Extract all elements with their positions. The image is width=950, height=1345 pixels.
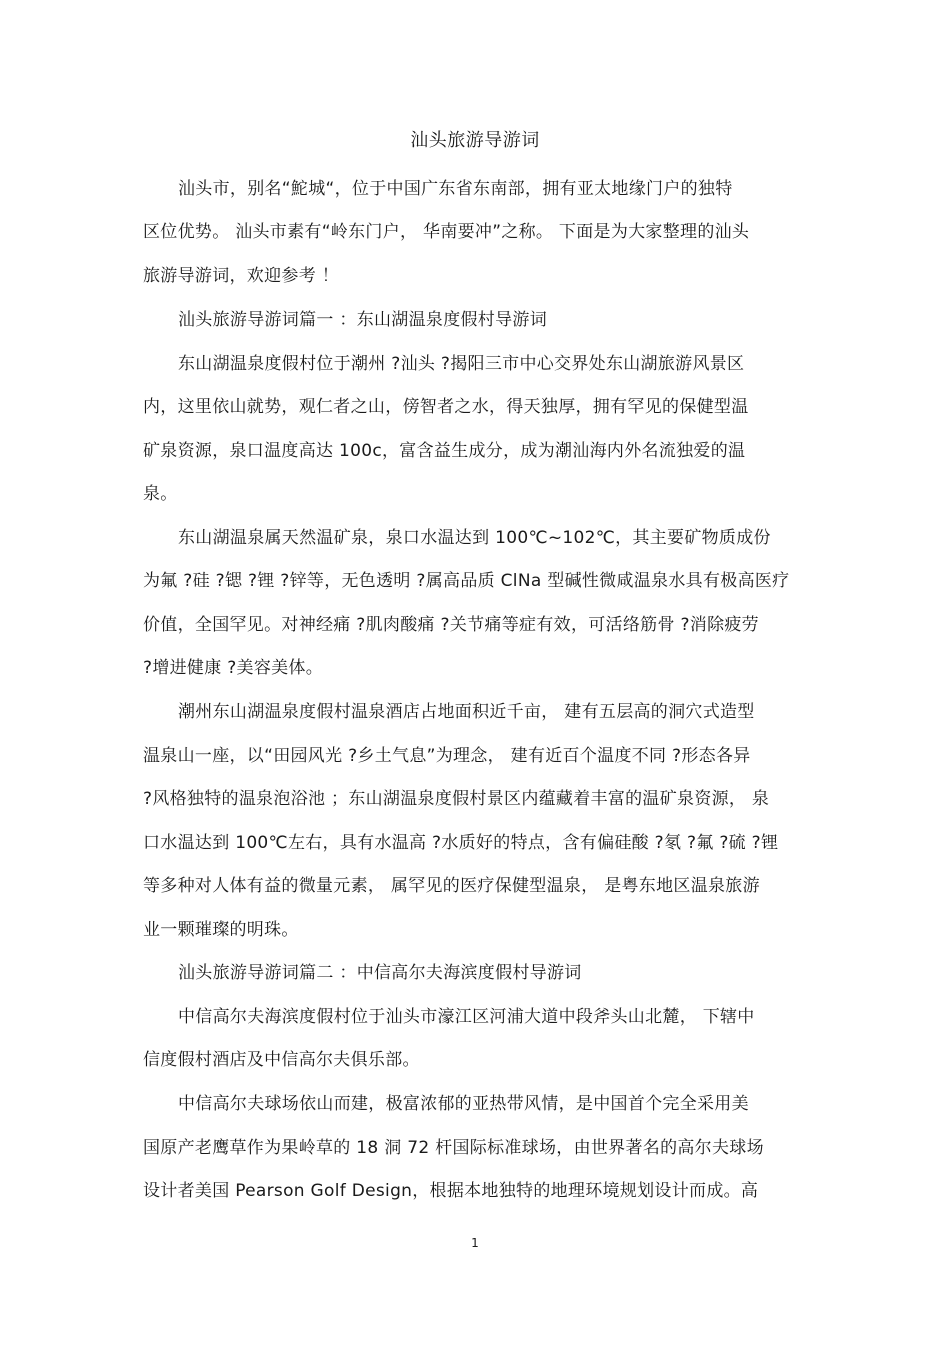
text-line: 内，这里依山就势，观仁者之山，傍智者之水，得天独厚，拥有罕见的保健型温 xyxy=(143,397,749,417)
text-line: 业一颗璀璨的明珠。 xyxy=(143,920,299,940)
text-line: 温泉山一座，以“田园风光 ?乡土气息”为理念， 建有近百个温度不同 ?形态各异 xyxy=(143,746,751,766)
text-line: 为氟 ?硅 ?锶 ?锂 ?锌等，无色透明 ?属高品质 ClNa 型碱性微咸温泉水具有极高医疗 xyxy=(143,571,790,591)
text-line: 矿泉资源，泉口温度高达 100c，富含益生成分，成为潮汕海内外名流独爱的温 xyxy=(143,441,746,461)
text-line: 区位优势。 汕头市素有“岭东门户， 华南要冲”之称。 下面是为大家整理的汕头 xyxy=(143,222,750,242)
page-number: 1 xyxy=(471,1236,479,1250)
text-line: 汕头市，别名“鮀城“，位于中国广东省东南部，拥有亚太地缘门户的独特 xyxy=(178,179,733,199)
text-line: 东山湖温泉度假村位于潮州 ?汕头 ?揭阳三市中心交界处东山湖旅游风景区 xyxy=(178,354,745,374)
text-line: 中信高尔夫海滨度假村位于汕头市濠江区河浦大道中段斧头山北麓， 下辖中 xyxy=(178,1007,755,1027)
text-line: 旅游导游词，欢迎参考 ！ xyxy=(143,266,340,286)
text-line: ?增进健康 ?美容美体。 xyxy=(143,658,324,678)
text-line: ?风格独特的温泉泡浴池 ；东山湖温泉度假村景区内蕴藏着丰富的温矿泉资源， 泉 xyxy=(143,789,770,809)
section-heading: 汕头旅游导游词篇一 ：东山湖温泉度假村导游词 xyxy=(178,310,548,330)
text-line: 东山湖温泉属天然温矿泉，泉口水温达到 100℃~102℃，其主要矿物质成份 xyxy=(178,528,771,548)
section-heading: 汕头旅游导游词篇二 ：中信高尔夫海滨度假村导游词 xyxy=(178,963,582,983)
text-line: 国原产老鹰草作为果岭草的 18 洞 72 杆国际标准球场，由世界著名的高尔夫球场 xyxy=(143,1138,764,1158)
text-line: 设计者美国 Pearson Golf Design，根据本地独特的地理环境规划设计而成。高 xyxy=(143,1181,759,1201)
text-line: 等多种对人体有益的微量元素， 属罕见的医疗保健型温泉， 是粤东地区温泉旅游 xyxy=(143,876,760,896)
text-line: 中信高尔夫球场依山而建，极富浓郁的亚热带风情，是中国首个完全采用美 xyxy=(178,1094,749,1114)
text-line: 价值，全国罕见。对神经痛 ?肌肉酸痛 ?关节痛等症有效，可活络筋骨 ?消除疲劳 xyxy=(143,615,759,635)
text-line: 口水温达到 100℃左右，具有水温高 ?水质好的特点，含有偏硅酸 ?氡 ?氟 ?硫 ?锂 xyxy=(143,833,779,853)
text-line: 信度假村酒店及中信高尔夫俱乐部。 xyxy=(143,1050,420,1070)
text-line: 潮州东山湖温泉度假村温泉酒店占地面积近千亩， 建有五层高的洞穴式造型 xyxy=(178,702,755,722)
text-line: 泉。 xyxy=(143,484,178,504)
page-title: 汕头旅游导游词 xyxy=(410,130,540,151)
